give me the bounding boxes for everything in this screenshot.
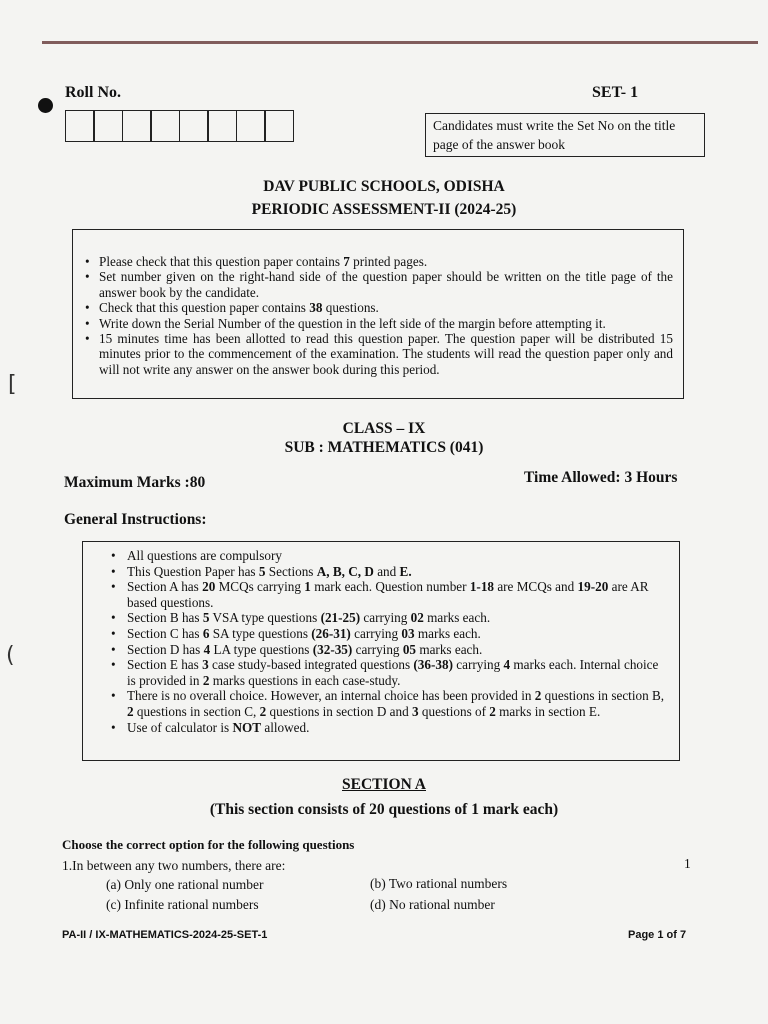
option-a: (a) Only one rational number (106, 877, 264, 892)
instruction-item: • Section D has 4 LA type questions (32-35) carrying 05 marks each. (127, 642, 669, 658)
instruction-item: • This Question Paper has 5 Sections A, B, C, D and E. (127, 564, 669, 580)
roll-number-label: Roll No. (65, 84, 121, 101)
check-item: • Set number given on the right-hand side of the question paper should be written on the title page of the answer book by the candidate. (99, 269, 673, 300)
check-item: • 15 minutes time has been allotted to read this question paper. The question paper will be distributed 15 minutes prior to the commencement of the examination. The students will read the question paper only and will not write any answer on the answer book during this period. (99, 331, 673, 377)
section-a-title: SECTION A (342, 776, 426, 793)
instruction-item: • Section C has 6 SA type questions (26-31) carrying 03 marks each. (127, 626, 669, 642)
question-1-mark: 1 (684, 856, 691, 871)
roll-digit-box (65, 110, 95, 142)
general-instructions-box (82, 541, 680, 761)
check-item: • Please check that this question paper contains 7 printed pages. (99, 254, 673, 269)
instruction-item: • All questions are compulsory (127, 548, 669, 564)
school-name: DAV PUBLIC SCHOOLS, ODISHA (263, 178, 505, 195)
general-instructions-heading: General Instructions: (64, 511, 207, 528)
choose-instruction: Choose the correct option for the following questions (62, 837, 355, 852)
set-label: SET- 1 (592, 84, 639, 101)
roll-digit-box (93, 110, 123, 142)
check-item: • Check that this question paper contains 38 questions. (99, 300, 673, 315)
footer-page-number: Page 1 of 7 (628, 929, 687, 941)
option-c: (c) Infinite rational numbers (106, 897, 259, 912)
option-b: (b) Two rational numbers (370, 876, 508, 891)
roll-digit-box (150, 110, 180, 142)
paper-check-instructions (72, 229, 684, 399)
roll-digit-box (207, 110, 237, 142)
instruction-item: • Section B has 5 VSA type questions (21-25) carrying 02 marks each. (127, 610, 669, 626)
roll-digit-box (236, 110, 266, 142)
roll-digit-box (179, 110, 209, 142)
exam-title: PERIODIC ASSESSMENT-II (2024-25) (251, 201, 517, 218)
punch-hole-mark (38, 98, 53, 113)
option-d: (d) No rational number (370, 897, 495, 912)
roll-number-boxes (66, 110, 294, 142)
top-border-line (42, 41, 758, 44)
footer-code: PA-II / IX-MATHEMATICS-2024-25-SET-1 (62, 929, 268, 941)
subject-label: SUB : MATHEMATICS (041) (284, 439, 484, 456)
class-label: CLASS – IX (342, 420, 426, 437)
set-note-box: Candidates must write the Set No on the title page of the answer book (425, 113, 705, 157)
instruction-item: • Use of calculator is NOT allowed. (127, 720, 669, 736)
instruction-item: • Section E has 3 case study-based integrated questions (36-38) carrying 4 marks each. Internal choice is provided in 2 marks questions in each case-study. (127, 657, 669, 688)
instruction-item: • There is no overall choice. However, an internal choice has been provided in 2 questions in section B, 2 questions in section C, 2 questions in section D and 3 questions of 2 marks in section E. (127, 688, 669, 719)
section-a-subtitle: (This section consists of 20 questions of 1 mark each) (209, 801, 559, 818)
maximum-marks: Maximum Marks :80 (64, 474, 206, 491)
time-allowed: Time Allowed: 3 Hours (524, 469, 678, 486)
roll-digit-box (122, 110, 152, 142)
margin-bracket-mark: ( (6, 643, 15, 668)
margin-bracket-mark: [ (8, 372, 17, 397)
roll-digit-box (264, 110, 294, 142)
instruction-item: • Section A has 20 MCQs carrying 1 mark each. Question number 1-18 are MCQs and 19-20 are AR based questions. (127, 579, 669, 610)
check-item: • Write down the Serial Number of the question in the left side of the margin before attempting it. (99, 316, 673, 331)
question-1: 1.In between any two numbers, there are: (62, 858, 286, 873)
